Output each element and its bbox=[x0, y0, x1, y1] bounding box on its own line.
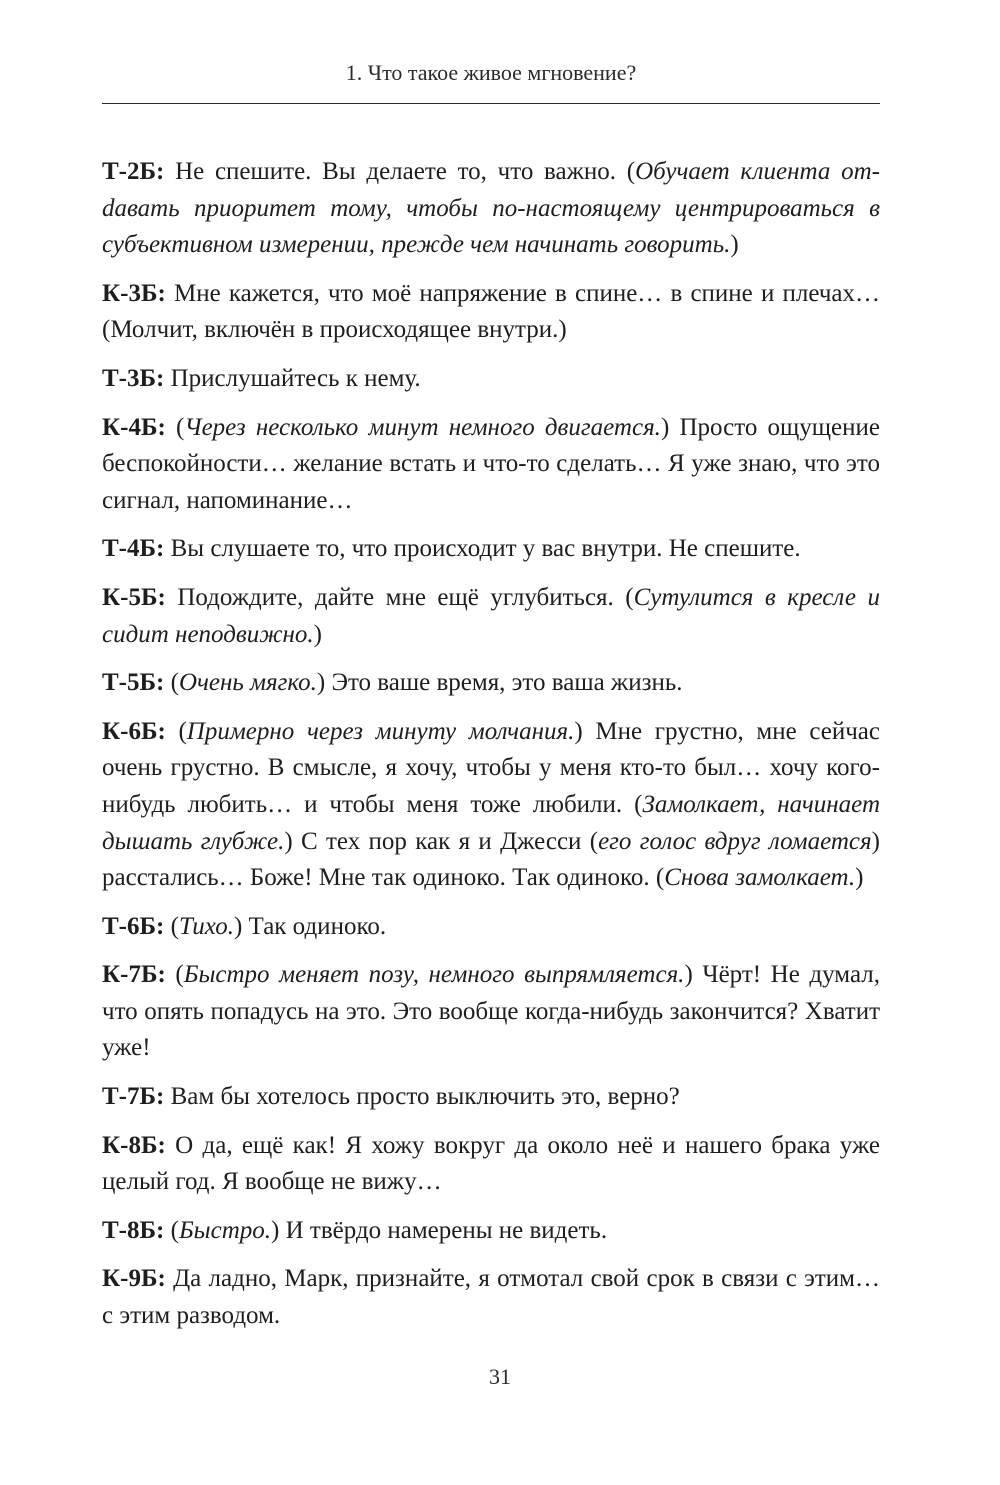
speaker-label: Т-3Б: bbox=[102, 364, 165, 392]
speaker-label: Т-5Б: bbox=[102, 669, 165, 697]
speaker-label: Т-2Б: bbox=[102, 158, 165, 185]
utterance-text: Вам бы хотелось просто выключить это, верно? bbox=[164, 1083, 680, 1111]
stage-direction: Быстро меняет позу, немного выпрямляется. bbox=[183, 961, 685, 989]
utterance-text: ) Просто ощущение беспокойности… желание встать и что-то сделать… Я уже знаю, что это сигнал, напоминание… bbox=[102, 413, 880, 514]
utterance-text: ) С тех пор как я и Джесси ( bbox=[284, 827, 599, 855]
utterance-text: ) Так одиноко. bbox=[233, 912, 387, 940]
dialogue-paragraph bbox=[102, 1128, 880, 1201]
utterance-text: ) bbox=[855, 864, 864, 892]
utterance-text: ( bbox=[165, 717, 187, 745]
dialogue-paragraph bbox=[102, 1213, 880, 1250]
utterance-text: ) Это ваше время, это ваша жизнь. bbox=[316, 669, 683, 697]
stage-direction: Сутулится в кресле и сидит неподвижно. bbox=[102, 583, 880, 648]
stage-direction: Примерно через минуту молчания. bbox=[186, 717, 575, 745]
dialogue-paragraph bbox=[102, 1079, 880, 1116]
speaker-label: Т-8Б: bbox=[102, 1216, 165, 1244]
utterance-text: О да, ещё как! Я хожу вокруг да около неё и нашего брака уже целый год. Я вообще не вижу… bbox=[102, 1131, 880, 1196]
stage-direction: Обучает клиента отdавать приоритет тому, чтобы по-настоящему центрироваться в субъективном измерении, прежде чем начинать говорить. bbox=[102, 158, 880, 259]
dialogue-paragraph bbox=[102, 580, 880, 653]
utterance-text: ( bbox=[164, 1216, 179, 1244]
dialogue-transcript bbox=[102, 154, 880, 1347]
utterance-text: ( bbox=[165, 961, 184, 989]
stage-direction: Через несколько минут немного двигается. bbox=[184, 413, 661, 441]
stage-direction: его голос вдруг ломается bbox=[598, 827, 872, 855]
speaker-label: Т-6Б: bbox=[102, 912, 165, 940]
speaker-label: К-7Б: bbox=[102, 961, 166, 989]
dialogue-paragraph bbox=[102, 410, 880, 520]
utterance-text: Да ладно, Марк, признайте, я отмотал свой срок в связи с этим… с этим разводом. bbox=[102, 1265, 880, 1330]
speaker-label: К-5Б: bbox=[102, 583, 166, 611]
utterance-text: ) bbox=[313, 620, 322, 648]
stage-direction: Тихо. bbox=[178, 912, 234, 940]
running-head-chapter-title: 1. Что такое живое мгновение? bbox=[345, 60, 637, 85]
stage-direction: Замолкает, начинает дышать глубже. bbox=[102, 790, 880, 855]
speaker-label: К-6Б: bbox=[102, 717, 166, 745]
dialogue-paragraph bbox=[102, 154, 880, 264]
utterance-text: ) Чёрт! Не думал, что опять попадусь на это. Это вообще когда-нибудь закончится? Хватит уже! bbox=[102, 961, 880, 1062]
stage-direction: Снова замолкает. bbox=[664, 864, 856, 892]
utterance-text: ) bbox=[730, 231, 739, 259]
utterance-text: ) И твёрдо намерены не видеть. bbox=[271, 1216, 608, 1244]
speaker-label: К-8Б: bbox=[102, 1131, 166, 1159]
dialogue-paragraph bbox=[102, 531, 880, 568]
speaker-label: К-9Б: bbox=[102, 1265, 166, 1293]
dialogue-paragraph bbox=[102, 909, 880, 946]
utterance-text: ( bbox=[164, 669, 179, 697]
utterance-text: Подождите, дайте мне ещё углубиться. ( bbox=[165, 583, 634, 611]
dialogue-paragraph bbox=[102, 1261, 880, 1334]
utterance-text: ( bbox=[164, 912, 179, 940]
speaker-label: К-4Б: bbox=[102, 413, 166, 441]
header-divider bbox=[102, 103, 880, 104]
dialogue-paragraph bbox=[102, 665, 880, 702]
dialogue-paragraph bbox=[102, 361, 880, 398]
speaker-label: Т-7Б: bbox=[102, 1083, 165, 1111]
dialogue-paragraph bbox=[102, 957, 880, 1067]
utterance-text: ) Мне грустно, мне сейчас очень грустно. В смысле, я хочу, чтобы у меня кто-то был… хочу кого-нибудь любить… и чтобы меня тоже любили. ( bbox=[102, 717, 881, 818]
utterance-text: ( bbox=[165, 413, 185, 441]
stage-direction: Очень мягко. bbox=[178, 669, 317, 697]
speaker-label: К-3Б: bbox=[102, 279, 166, 307]
utterance-text: Прислушайтесь к нему. bbox=[164, 364, 421, 392]
dialogue-paragraph bbox=[102, 276, 880, 349]
dialogue-paragraph bbox=[102, 714, 880, 897]
utterance-text: Мне кажется, что моё напряжение в спине… в спине и плечах… (Молчит, включён в происходящее внутри.) bbox=[102, 279, 880, 344]
stage-direction: Быстро. bbox=[178, 1216, 272, 1244]
page-number: 31 bbox=[489, 1364, 511, 1389]
utterance-text: Не спешите. Вы делаете то, что важно. ( bbox=[164, 158, 636, 185]
speaker-label: Т-4Б: bbox=[102, 535, 165, 563]
utterance-text: Вы слушаете то, что происходит у вас внутри. Не спешите. bbox=[164, 535, 801, 563]
utterance-text: ) расстались… Боже! Мне так одиноко. Так одиноко. ( bbox=[102, 827, 880, 892]
